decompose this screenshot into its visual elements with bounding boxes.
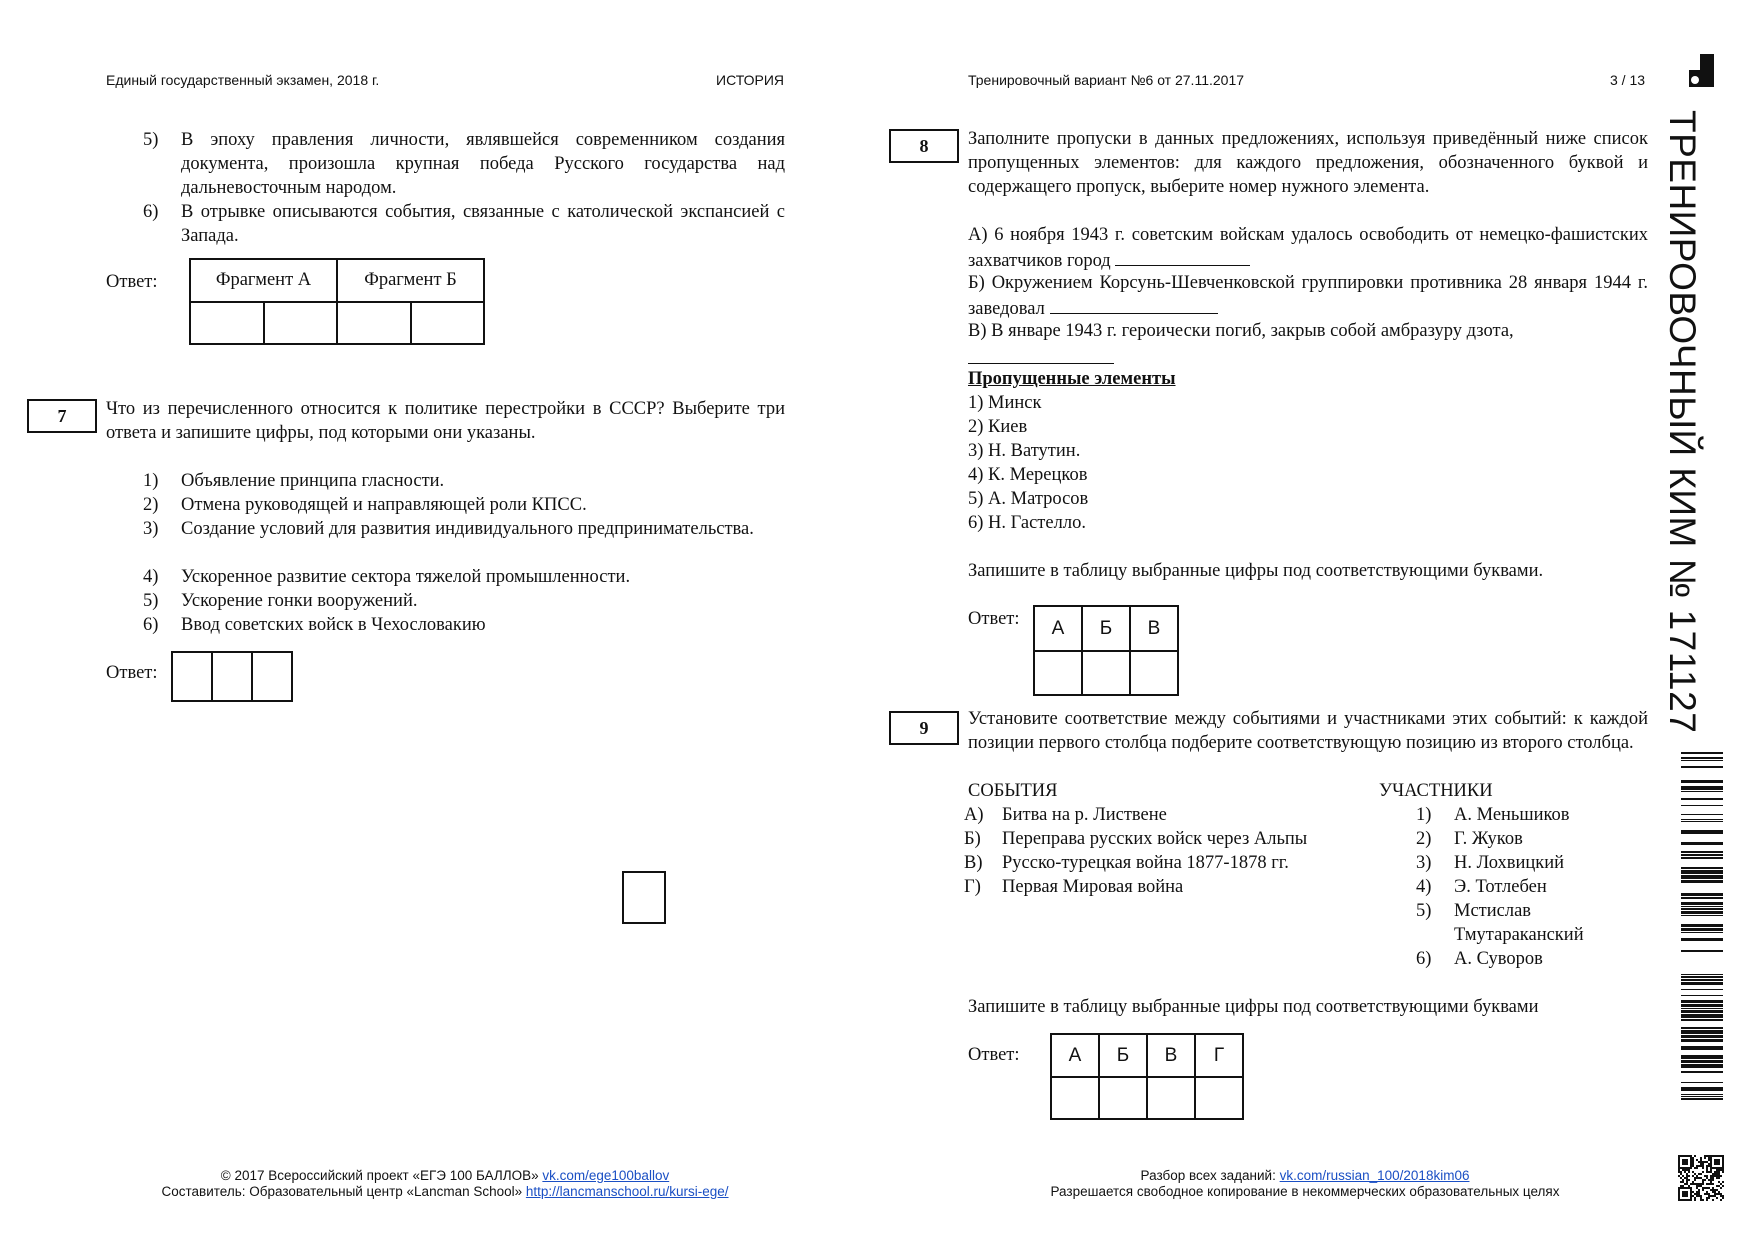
footer-left-line1: [100, 1168, 790, 1184]
q6-col-b-header: Фрагмент Б: [337, 259, 484, 302]
side-title: ТРЕНИРОВОЧНЫЙ КИМ № 171127: [1662, 110, 1703, 734]
footer-right: [960, 1168, 1650, 1200]
barcode-icon: [1681, 752, 1723, 1100]
q9-instruction: Запишите в таблицу выбранные цифры под соответствующими буквами: [968, 997, 1539, 1017]
list-item: 4) К. Мерецков: [968, 465, 1088, 485]
list-item: 5) А. Матросов: [968, 489, 1089, 509]
q8-instruction: Запишите в таблицу выбранные цифры под соответствующими буквами.: [968, 561, 1544, 581]
item-number: 3): [143, 519, 159, 539]
item-number: 1): [1416, 805, 1432, 825]
answer-cell[interactable]: [1034, 651, 1082, 695]
item-number: 3): [1416, 853, 1432, 873]
item-number: 2): [1416, 829, 1432, 849]
blank-line[interactable]: [1050, 295, 1218, 314]
q8-missing-title: Пропущенные элементы: [968, 369, 1176, 389]
q9-participants-title: УЧАСТНИКИ: [1379, 781, 1493, 801]
column-letter: А: [1051, 1034, 1099, 1077]
answer-cell[interactable]: [1130, 651, 1178, 695]
answer-cell[interactable]: [1147, 1077, 1195, 1119]
column-letter: В: [1130, 606, 1178, 651]
answer-cell[interactable]: [172, 652, 212, 701]
empty-box: [622, 871, 666, 924]
item-number: 4): [1416, 877, 1432, 897]
item-number: 6): [143, 615, 159, 635]
q8-sentence-b: [968, 271, 1648, 321]
q9-answer-table: [1050, 1033, 1244, 1120]
item-number: 4): [143, 567, 159, 587]
q7-number-box: 7: [27, 399, 97, 433]
item-text: Ввод советских войск в Чехословакию: [181, 615, 486, 635]
q6-answer-label: Ответ:: [106, 272, 158, 292]
item-number: 5): [143, 130, 159, 150]
footer-review-label: Разбор всех заданий:: [1140, 1168, 1276, 1183]
answer-cell[interactable]: [212, 652, 252, 701]
answer-cell[interactable]: [190, 302, 264, 344]
list-item: 2) Киев: [968, 417, 1028, 437]
header-subject: ИСТОРИЯ: [716, 72, 785, 88]
list-item: 1) Минск: [968, 393, 1042, 413]
item-text: Переправа русских войск через Альпы: [1002, 829, 1308, 849]
footer-right-line2: Разрешается свободное копирование в некоммерческих образовательных целях: [1050, 1184, 1560, 1199]
sentence-text: Б) Окружением Корсунь-Шевченковской группировки противника 28 января 1944 г. заведовал: [968, 273, 1648, 319]
item-text: Э. Тотлебен: [1454, 877, 1547, 897]
footer-author: Составитель: Образовательный центр «Lancman School»: [161, 1184, 523, 1199]
item-letter: А): [964, 805, 984, 825]
item-text: Создание условий для развития индивидуального предпринимательства.: [181, 519, 754, 539]
item-text: В отрывке описываются события, связанные с католической экспансией с Запада.: [181, 202, 785, 246]
item-text: Отмена руководящей и направляющей роли КПСС.: [181, 495, 587, 515]
item-text: А. Суворов: [1454, 949, 1543, 969]
item-letter: Б): [964, 829, 981, 849]
answer-cell[interactable]: [411, 302, 485, 344]
header-variant: Тренировочный вариант №6 от 27.11.2017: [968, 72, 1245, 88]
item-letter: Г): [964, 877, 981, 897]
item-number: 6): [143, 202, 159, 222]
column-letter: Б: [1082, 606, 1130, 651]
footer-left: [100, 1168, 790, 1200]
footer-link-vk[interactable]: vk.com/ege100ballov: [542, 1168, 670, 1183]
footer-right-line1: [960, 1168, 1650, 1184]
answer-cell[interactable]: [252, 652, 292, 701]
answer-cell[interactable]: [1099, 1077, 1147, 1119]
footer-copyright: © 2017 Всероссийский проект «ЕГЭ 100 БАЛЛОВ»: [220, 1168, 539, 1183]
item-number: 1): [143, 471, 159, 491]
item-text: Битва на р. Листвене: [1002, 805, 1167, 825]
column-letter: Г: [1195, 1034, 1243, 1077]
item-text: В эпоху правления личности, являвшейся современником создания документа, произошла крупная победа Русского государства над дальневосточным народом.: [181, 130, 785, 198]
q8-number-box: 8: [889, 129, 959, 163]
answer-cell[interactable]: [1051, 1077, 1099, 1119]
blank-line[interactable]: [1115, 247, 1250, 266]
item-number: 5): [1416, 901, 1432, 921]
answer-cell[interactable]: [337, 302, 411, 344]
column-letter: А: [1034, 606, 1082, 651]
answer-cell[interactable]: [264, 302, 338, 344]
q8-answer-table: [1033, 605, 1179, 696]
blank-line[interactable]: [968, 363, 1114, 364]
q7-answer-table: [171, 651, 293, 702]
item-letter: В): [964, 853, 983, 873]
item-number: 6): [1416, 949, 1432, 969]
answer-cell[interactable]: [1082, 651, 1130, 695]
item-text: Объявление принципа гласности.: [181, 471, 445, 491]
q9-events-title: СОБЫТИЯ: [968, 781, 1058, 801]
qr-code-icon: [1678, 1155, 1724, 1201]
q6-col-a-header: Фрагмент А: [190, 259, 337, 302]
header-page-number: 3 / 13: [1610, 72, 1646, 88]
list-item: 6) Н. Гастелло.: [968, 513, 1086, 533]
column-letter: В: [1147, 1034, 1195, 1077]
header-exam-title: Единый государственный экзамен, 2018 г.: [106, 72, 380, 88]
answer-cell[interactable]: [1195, 1077, 1243, 1119]
item-text: Мстислав Тмутараканский: [1454, 901, 1584, 945]
q7-answer-label: Ответ:: [106, 663, 158, 683]
item-text: Г. Жуков: [1454, 829, 1523, 849]
q9-number-box: 9: [889, 711, 959, 745]
footer-left-line2: [100, 1184, 790, 1200]
q8-sentence-c: В) В январе 1943 г. героически погиб, закрыв собой амбразуру дзота,: [968, 321, 1514, 341]
item-number: 5): [143, 591, 159, 611]
item-text: Русско-турецкая война 1877-1878 гг.: [1002, 853, 1289, 873]
item-text: А. Меньшиков: [1454, 805, 1570, 825]
q8-sentence-a: [968, 223, 1648, 273]
column-letter: Б: [1099, 1034, 1147, 1077]
item-number: 2): [143, 495, 159, 515]
q6-answer-table: [189, 258, 485, 345]
list-item: 3) Н. Ватутин.: [968, 441, 1081, 461]
item-text: Ускорение гонки вооружений.: [181, 591, 418, 611]
q9-prompt: Установите соответствие между событиями и участниками этих событий: к каждой позиции первого столбца подберите соответствующую позицию из второго столбца.: [968, 709, 1648, 753]
footer-link-review[interactable]: vk.com/russian_100/2018kim06: [1279, 1168, 1470, 1183]
footer-link-lancman[interactable]: http://lancmanschool.ru/kursi-ege/: [525, 1184, 729, 1199]
q9-answer-label: Ответ:: [968, 1045, 1020, 1065]
sentence-text: А) 6 ноября 1943 г. советским войскам удалось освободить от немецко-фашистских захватчиков город: [968, 225, 1648, 271]
q7-prompt: Что из перечисленного относится к политике перестройки в СССР? Выберите три ответа и запишите цифры, под которыми они указаны.: [106, 399, 785, 443]
q8-answer-label: Ответ:: [968, 609, 1020, 629]
q8-prompt: Заполните пропуски в данных предложениях, используя приведённый ниже список пропущенных элементов: для каждого предложения, обозначенного буквой и содержащего пропуск, выберите номер нужного элемента.: [968, 129, 1648, 197]
item-text: Н. Лохвицкий: [1454, 853, 1565, 873]
item-text: Первая Мировая война: [1002, 877, 1184, 897]
corner-marker-icon: [1689, 54, 1714, 87]
item-text: Ускоренное развитие сектора тяжелой промышленности.: [181, 567, 631, 587]
